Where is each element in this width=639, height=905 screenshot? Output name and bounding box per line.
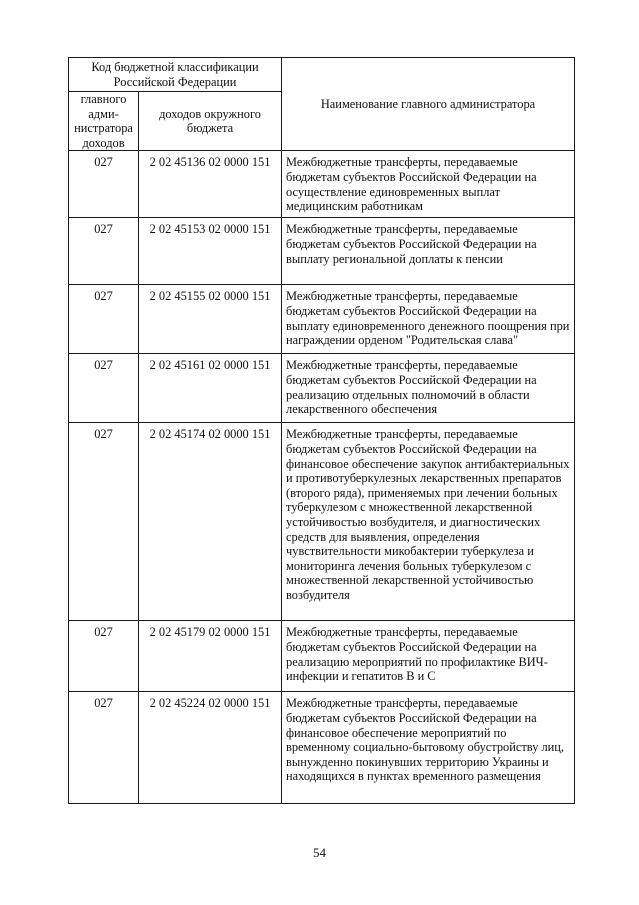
budget-code-cell: 2 02 45161 02 0000 151	[139, 354, 282, 423]
admin-code-cell: 027	[69, 151, 139, 218]
description-cell: Межбюджетные трансферты, передаваемые бюджетам субъектов Российской Федерации на реализацию отдельных полномочий в области лекарственного обеспечения	[282, 354, 575, 423]
table-row	[69, 423, 575, 621]
header-group-title: Код бюджетной классификации Российской Федерации	[69, 58, 282, 92]
admin-code-cell: 027	[69, 218, 139, 285]
budget-code-cell: 2 02 45179 02 0000 151	[139, 621, 282, 692]
table-row	[69, 354, 575, 423]
admin-code-cell: 027	[69, 285, 139, 354]
description-cell: Межбюджетные трансферты, передаваемые бюджетам субъектов Российской Федерации на финансовое обеспечение мероприятий по временному социально-бытовому обустройству лиц, вынужденно покинувших территорию Украины и находящихся в пунктах временного размещения	[282, 692, 575, 804]
description-cell: Межбюджетные трансферты, передаваемые бюджетам субъектов Российской Федерации на финансовое обеспечение закупок антибактериальных и противотуберкулезных лекарственных препаратов (второго ряда), применяемых при лечении больных туберкулезом с множественной лекарственной устойчивостью возбудителя, и диагностических средств для выявления, определения чувствительности микобактерии туберкулеза и мониторинга лечения больных туберкулезом с множественной лекарственной устойчивостью возбудителя	[282, 423, 575, 621]
admin-code-cell: 027	[69, 692, 139, 804]
header-row-group	[69, 58, 575, 92]
description-cell: Межбюджетные трансферты, передаваемые бюджетам субъектов Российской Федерации на выплату региональной доплаты к пенсии	[282, 218, 575, 285]
budget-classification-table	[68, 57, 575, 804]
table-row	[69, 285, 575, 354]
header-main-admin: главного адми-нистратора доходов	[69, 92, 139, 151]
header-district-budget: доходов окружного бюджета	[139, 92, 282, 151]
admin-code-cell: 027	[69, 423, 139, 621]
header-admin-name: Наименование главного администратора	[282, 58, 575, 151]
budget-code-cell: 2 02 45155 02 0000 151	[139, 285, 282, 354]
admin-code-cell: 027	[69, 621, 139, 692]
description-cell: Межбюджетные трансферты, передаваемые бюджетам субъектов Российской Федерации на реализацию мероприятий по профилактике ВИЧ-инфекции и гепатитов В и С	[282, 621, 575, 692]
table-row	[69, 692, 575, 804]
table-row	[69, 151, 575, 218]
page-number: 54	[313, 845, 326, 860]
description-cell: Межбюджетные трансферты, передаваемые бюджетам субъектов Российской Федерации на выплату единовременного денежного поощрения при награждении орденом "Родительская слава"	[282, 285, 575, 354]
budget-code-cell: 2 02 45224 02 0000 151	[139, 692, 282, 804]
admin-code-cell: 027	[69, 354, 139, 423]
budget-code-cell: 2 02 45136 02 0000 151	[139, 151, 282, 218]
table-row	[69, 218, 575, 285]
description-cell: Межбюджетные трансферты, передаваемые бюджетам субъектов Российской Федерации на осуществление единовременных выплат медицинским работникам	[282, 151, 575, 218]
budget-code-cell: 2 02 45174 02 0000 151	[139, 423, 282, 621]
budget-code-cell: 2 02 45153 02 0000 151	[139, 218, 282, 285]
table-row	[69, 621, 575, 692]
